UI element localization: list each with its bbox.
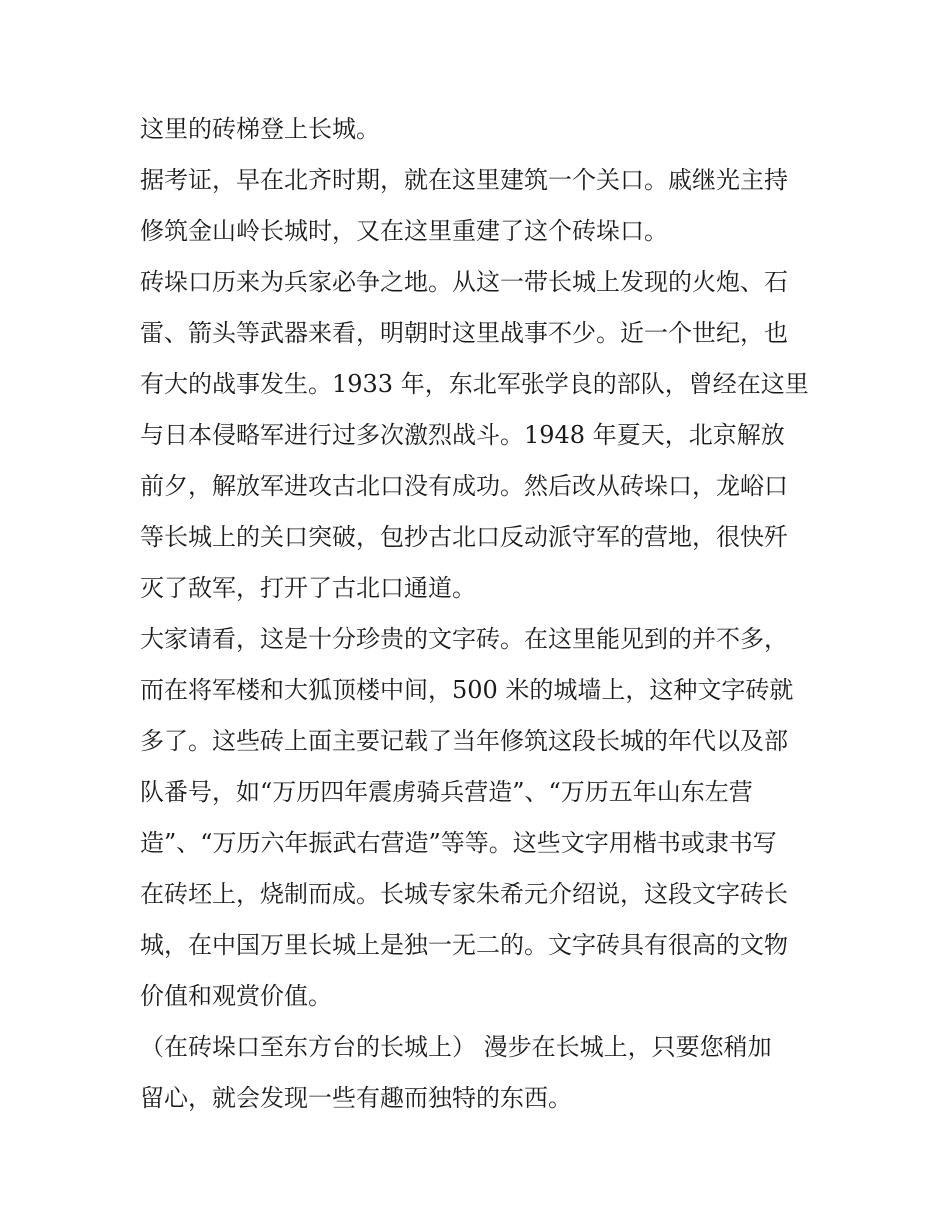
text-line: 多了。这些砖上面主要记载了当年修筑这段长城的年代以及部 <box>140 727 788 755</box>
text-line: 等长城上的关口突破，包抄古北口反动派守军的营地，很快歼 <box>140 523 788 551</box>
text-line: 与日本侵略军进行过多次激烈战斗。1948 年夏天，北京解放 <box>140 421 785 449</box>
text-line: 留心，就会发现一些有趣而独特的东西。 <box>140 1084 572 1112</box>
document-body <box>140 104 812 1124</box>
text-line: 大家请看，这是十分珍贵的文字砖。在这里能见到的并不多， <box>140 625 788 653</box>
text-line: 前夕，解放军进攻古北口没有成功。然后改从砖垛口，龙峪口 <box>140 472 788 500</box>
text-line: 灭了敌军，打开了古北口通道。 <box>140 574 476 602</box>
text-line: 在砖坯上，烧制而成。长城专家朱希元介绍说，这段文字砖长 <box>140 880 788 908</box>
paragraph-3 <box>140 257 812 614</box>
text-line: 价值和观赏价值。 <box>140 982 332 1010</box>
text-line: 砖垛口历来为兵家必争之地。从这一带长城上发现的火炮、石 <box>140 268 788 296</box>
text-line: 雷、箭头等武器来看，明朝时这里战事不少。近一个世纪，也 <box>140 319 788 347</box>
text-line: 据考证，早在北齐时期，就在这里建筑一个关口。戚继光主持 <box>140 166 788 194</box>
paragraph-5 <box>140 1022 812 1124</box>
text-line: 这里的砖梯登上长城。 <box>140 115 380 143</box>
text-line: 队番号，如“万历四年震虏骑兵营造”、“万历五年山东左营 <box>140 778 753 806</box>
paragraph-4 <box>140 614 812 1022</box>
text-line: 而在将军楼和大狐顶楼中间，500 米的城墙上，这种文字砖就 <box>140 676 794 704</box>
text-line: （在砖垛口至东方台的长城上） 漫步在长城上，只要您稍加 <box>140 1033 772 1061</box>
paragraph-2 <box>140 155 812 257</box>
text-line: 修筑金山岭长城时，又在这里重建了这个砖垛口。 <box>140 217 668 245</box>
paragraph-1 <box>140 104 812 155</box>
text-line: 城，在中国万里长城上是独一无二的。文字砖具有很高的文物 <box>140 931 788 959</box>
text-line: 有大的战事发生。1933 年，东北军张学良的部队，曾经在这里 <box>140 370 809 398</box>
text-line: 造”、“万历六年振武右营造”等等。这些文字用楷书或隶书写 <box>140 829 777 857</box>
